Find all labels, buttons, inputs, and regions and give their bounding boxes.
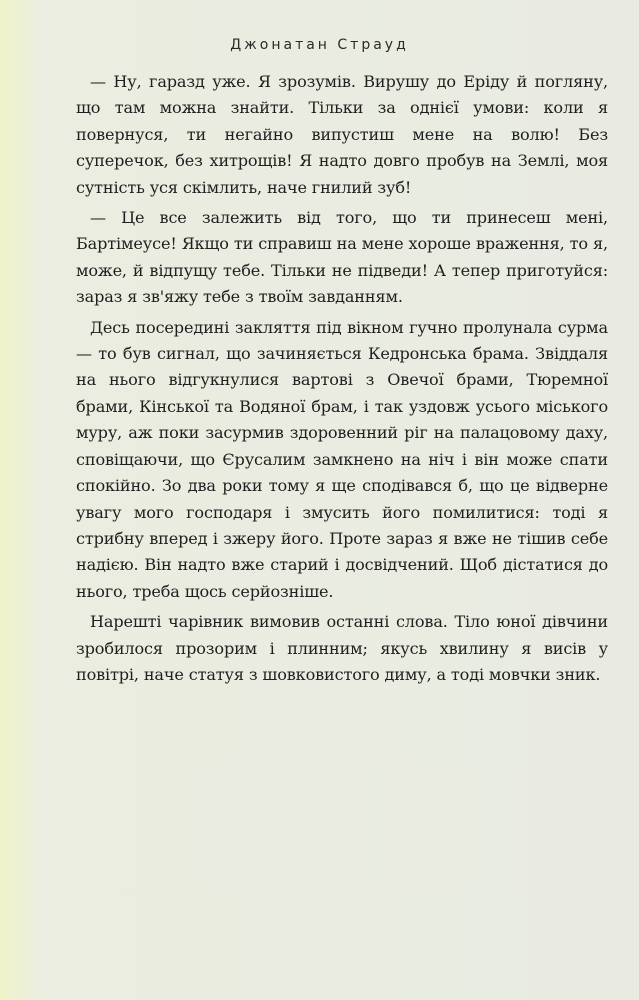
page-body <box>76 69 608 688</box>
paragraph-1: — Ну, гаразд уже. Я зрозумів. Вирушу до Еріду й погляну, що там можна знайти. Тільки за однієї умови: коли я повернуся, ти негайно випустиш мене на волю! Без суперечок, без хитрощів! Я надто довго пробув на Землі, моя сутність уся скімлить, наче гнилий зуб! <box>76 72 608 197</box>
paragraph-2: — Це все залежить від того, що ти принесеш мені, Бартімеусе! Якщо ти справиш на мене хороше враження, то я, може, й відпущу тебе. Тільки не підведи! А тепер приготуйся: зараз я зв'яжу тебе з твоїм завданням. <box>76 208 608 307</box>
running-header: Джонатан Страуд <box>230 37 409 53</box>
paragraph-3: Десь посередині закляття під вікном гучно пролунала сурма — то був сигнал, що зачиняється Кедронська брама. Звіддаля на нього відгукнулися вартові з Овечої брами, Тюремної брами, Кінської та Водяної брам, і так уздовж усього міського муру, аж поки засурмив здоровенний ріг на палацовому даху, сповіщаючи, що Єрусалим замкнено на ніч і він може спати спокійно. Зо два роки тому я ще сподівався б, що це відверне увагу мого господаря і змусить його помилитися: тоді я стрибну вперед і зжеру його. Проте зараз я вже не тішив себе надією. Він надто вже старий і досвідчений. Щоб дістатися до нього, треба щось серйозніше. <box>76 317 608 601</box>
paragraph-4: Нарешті чарівник вимовив останні слова. Тіло юної дівчини зробилося прозорим і плинним; якусь хвилину я висів у повітрі, наче статуя з шовковистого диму, а тоді мовчки зник. <box>76 612 608 684</box>
